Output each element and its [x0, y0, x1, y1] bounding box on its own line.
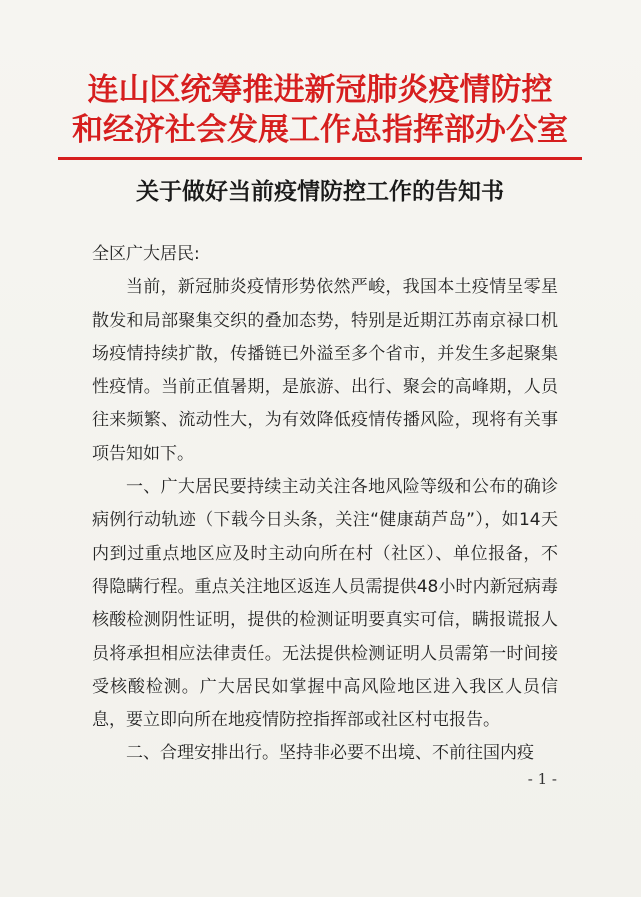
paragraph-intro: 当前，新冠肺炎疫情形势依然严峻，我国本土疫情呈零星散发和局部聚集交织的叠加态势，特别是近期江苏南京禄口机场疫情持续扩散，传播链已外溢至多个省市，并发生多起聚集性疫情。当前正值暑期，是旅游、出行、聚会的高峰期，人员往来频繁、流动性大，为有效降低疫情传播风险，现将有关事项告知如下。	[92, 277, 558, 464]
paragraph-item-1: 一、广大居民要持续主动关注各地风险等级和公布的确诊病例行动轨迹（下载今日头条，关注“健康葫芦岛”），如14天内到过重点地区应及时主动向所在村（社区）、单位报备，不得隐瞒行程。重点关注地区返连人员需提供48小时内新冠病毒核酸检测阴性证明，提供的检测证明要真实可信，瞒报谎报人员将承担相应法律责任。无法提供检测证明人员需第一时间接受核酸检测。广大居民如掌握中高风险地区进入我区人员信息，要立即向所在地疫情防控指挥部或社区村屯报告。	[92, 477, 558, 731]
red-divider-rule	[58, 157, 582, 160]
issuer-header	[40, 70, 600, 150]
page-number: - 1 -	[527, 770, 557, 788]
document-body	[92, 238, 558, 771]
issuer-line-1: 连山区统筹推进新冠肺炎疫情防控	[87, 72, 553, 108]
salutation: 全区广大居民:	[92, 244, 200, 264]
issuer-line-2: 和经济社会发展工作总指挥部办公室	[72, 112, 568, 148]
paragraph-item-2: 二、合理安排出行。坚持非必要不出境、不前往国内疫	[126, 743, 534, 764]
notice-title: 关于做好当前疫情防控工作的告知书	[136, 178, 504, 205]
